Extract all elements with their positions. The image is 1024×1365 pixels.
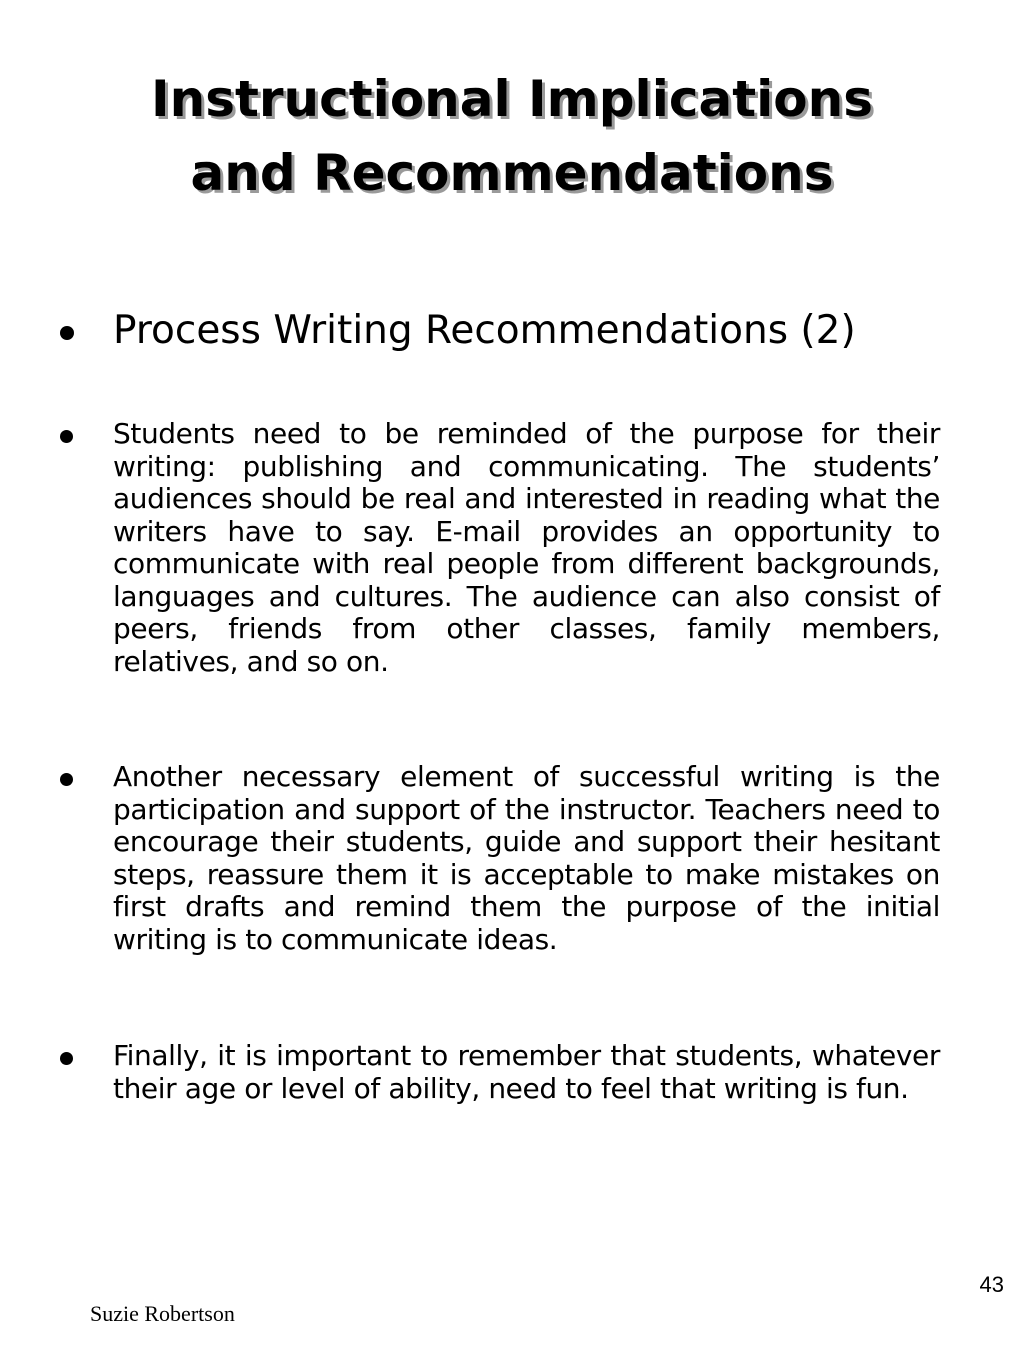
slide-title-line-1: Instructional Implications (151, 70, 873, 128)
slide-title (40, 62, 984, 210)
section-heading-item (60, 305, 940, 357)
bullet-icon (60, 1052, 73, 1065)
bullet-text-instructor-support: Another necessary element of successful writing is the participation and support of the instructor. Teachers need to encourage their students, guide and support their hesitant steps, reassure them it is acceptable to make mistakes on first drafts and remind them the purpose of the initial writing is to communicate ideas. (113, 760, 940, 956)
bullet-text-writing-fun: Finally, it is important to remember that students, whatever their age or level of ability, need to feel that writing is fun. (113, 1039, 940, 1105)
bullet-item-writing-fun (60, 1040, 940, 1105)
bullet-item-purpose (60, 418, 940, 678)
bullet-icon (60, 326, 74, 340)
slide-title-line-2: and Recommendations (190, 144, 834, 202)
bullet-text-purpose: Students need to be reminded of the purpose for their writing: publishing and communicating. The students’ audiences should be real and interested in reading what the writers have to say. E-mail provides an opportunity to communicate with real people from different backgrounds, languages and cultures. The audience can also consist of peers, friends from other classes, family members, relatives, and so on. (113, 417, 940, 678)
section-heading: Process Writing Recommendations (2) (113, 308, 856, 353)
bullet-item-instructor-support (60, 761, 940, 956)
footer-author: Suzie Robertson (90, 1301, 235, 1326)
bullet-icon (60, 430, 73, 443)
bullet-icon (60, 773, 73, 786)
page-number: 43 (979, 1272, 1004, 1297)
